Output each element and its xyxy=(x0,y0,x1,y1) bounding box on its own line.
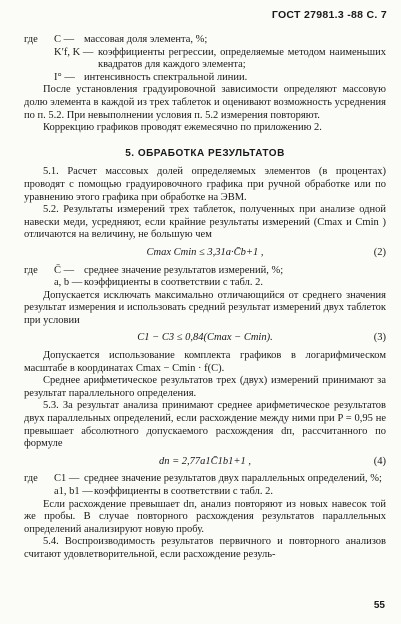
def-symbol: a1, b1 — xyxy=(54,486,93,497)
def-text: среднее значение результатов измерений, %; xyxy=(84,264,284,276)
def-lead: где xyxy=(24,473,38,485)
def-text: коэффициенты в соответствии с табл. 2. xyxy=(84,277,263,289)
def-text: коэффициенты регрессии, определяемые методом наименьших квадратов для каждого элемента; xyxy=(98,46,386,71)
def-text: коэффициенты в соответствии с табл. 2. xyxy=(94,486,273,497)
paragraph: Среднее арифметическое результатов трех (двух) измерений принимают за результат параллельного определения. xyxy=(24,375,386,399)
formula-expression: Cmax Cmin ≤ 3,31a·C̄b+1 , xyxy=(146,246,264,258)
paragraph: Допускается исключать максимально отличающийся от среднего значения результат измерения и использовать средний результат измерений двух таблеток при условии xyxy=(24,289,386,326)
def-lead: где xyxy=(24,34,38,45)
def-text: интенсивность спектральной линии. xyxy=(84,71,248,83)
def-symbol: C1 — xyxy=(54,473,80,485)
definition-row xyxy=(24,47,386,72)
paragraph: Коррекцию графиков проводят ежемесячно по приложению 2. xyxy=(43,122,322,134)
def-symbol: K′f, K — xyxy=(54,46,94,58)
def-symbol: C — xyxy=(54,34,75,45)
definition-row xyxy=(24,486,386,499)
formula-number: (4) xyxy=(373,455,386,467)
def-symbol: I° — xyxy=(54,71,75,83)
definition-row xyxy=(24,277,386,290)
definition-row xyxy=(24,72,386,85)
document-body xyxy=(24,34,386,562)
definition-row xyxy=(24,473,386,486)
def-symbol: C̄ — xyxy=(54,264,75,276)
formula-number: (2) xyxy=(373,246,386,258)
paragraph: Если расхождение превышает dп, анализ повторяют из новых навесок той же пробы. В случае повторного расхождения результатов параллельных определений анализируют новую пробу. xyxy=(24,498,386,535)
def-text: массовая доля элемента, %; xyxy=(84,34,208,45)
formula-number: (3) xyxy=(373,332,386,344)
formula-expression: C1 − C3 ≤ 0,84(Cmax − Cmin). xyxy=(137,332,273,344)
formula-4 xyxy=(24,456,386,469)
definition-row xyxy=(24,34,386,47)
section-title: 5. ОБРАБОТКА РЕЗУЛЬТАТОВ xyxy=(125,147,285,159)
definition-row xyxy=(24,265,386,278)
formula-expression: dп = 2,77a1C̄1b1+1 , xyxy=(158,455,252,467)
page-number: 55 xyxy=(373,600,385,611)
paragraph: 5.1. Расчет массовых долей определяемых элементов (в процентах) проводят с помощью градуировочного графика при ручной обработке или по уравнению этого графика при обработке на ЭВМ. xyxy=(24,166,386,203)
def-lead: где xyxy=(24,264,38,276)
paragraph: 5.2. Результаты измерений трех таблеток, полученных при анализе одной навески меди, усредняют, если крайние результаты измерений (Cmax и Cmin ) отличаются на величину, не большую чем xyxy=(24,204,386,241)
paragraph: После установления градуировочной зависимости определяют массовую долю элемента в каждой из трех таблеток и оценивают возможность усреднения по п. 5.2. При невыполнении условия п. 5.2 измерения повторяют. xyxy=(24,84,386,121)
paragraph: Допускается использование комплекта графиков в логарифмическом масштабе в координатах Cmax − Cmin · f(C). xyxy=(24,350,386,374)
paragraph: 5.4. Воспроизводимость результатов первичного и повторного анализов считают удовлетворительной, если расхождение резуль- xyxy=(24,536,386,560)
def-text: среднее значение результатов двух параллельных определений, %; xyxy=(84,473,382,485)
paragraph: 5.3. За результат анализа принимают среднее арифметическое результатов двух параллельных определений, если расхождение между ними при P = 0,95 не превышает абсолютного допускаемого расхождения dп, рассчитанного по формуле xyxy=(24,400,386,450)
formula-2 xyxy=(24,247,386,260)
page-header: ГОСТ 27981.3 -88 С. 7 xyxy=(271,9,387,21)
formula-3 xyxy=(24,332,386,345)
def-symbol: a, b — xyxy=(54,277,83,289)
